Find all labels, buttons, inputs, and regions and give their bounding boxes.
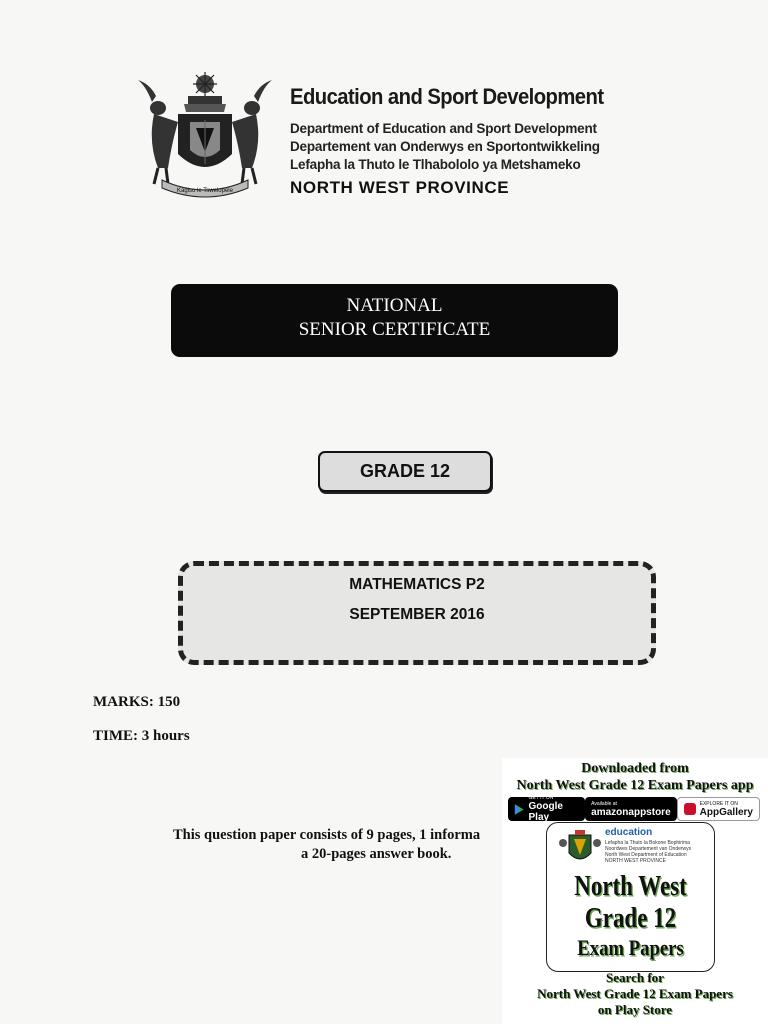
svg-text:Kagiso le Tswelopele: Kagiso le Tswelopele (177, 188, 233, 194)
department-title: Education and Sport Development (290, 84, 604, 109)
exam-session: SEPTEMBER 2016 (349, 606, 485, 623)
marks-total: MARKS: 150 (93, 694, 181, 710)
grade-label: GRADE 12 (318, 451, 492, 492)
department-line-english: Department of Education and Sport Development (290, 121, 597, 136)
search-instructions: Search for North West Grade 12 Exam Papers on Play Store (537, 970, 733, 1017)
google-play-badge[interactable]: GET IT ON Google Play (508, 797, 585, 821)
certificate-banner (171, 284, 618, 357)
card-app-title: North West Grade 12 Exam Papers (574, 871, 687, 960)
promo-app-name: North West Grade 12 Exam Papers app (516, 778, 754, 793)
banner-line-2: SENIOR CERTIFICATE (298, 319, 491, 340)
banner-line-1: NATIONAL (346, 295, 443, 316)
app-logo-card (546, 822, 715, 972)
subject-name: MATHEMATICS P2 (349, 576, 485, 593)
composition-line-2: a 20-pages answer book. (301, 846, 452, 862)
appgallery-badge[interactable]: EXPLORE IT ON AppGallery (677, 797, 760, 821)
huawei-icon (684, 803, 696, 815)
department-header (290, 84, 610, 198)
promo-header (502, 760, 768, 794)
time-allowed: TIME: 3 hours (93, 728, 190, 744)
province-name: NORTH WEST PROVINCE (290, 178, 510, 197)
small-crest-icon (559, 829, 601, 869)
app-promo-overlay[interactable] (502, 758, 768, 1024)
promo-downloaded-from: Downloaded from (581, 761, 689, 776)
subject-box (178, 561, 656, 665)
paper-composition-note (173, 826, 503, 864)
amazon-appstore-badge[interactable]: Available at amazonappstore (585, 797, 676, 821)
composition-line-1: This question paper consists of 9 pages, 1 informa (173, 827, 481, 843)
coat-of-arms-icon (132, 72, 278, 202)
card-education-label: education (605, 827, 653, 838)
department-line-setswana: Lefapha la Thuto le Tlhabololo ya Metshameko (290, 157, 581, 172)
play-store-icon (514, 803, 525, 816)
store-badges (502, 794, 768, 821)
card-department-lines: Lefapha la Thuto la Bokone Bophirima Noordwes Departement van Onderwys North West Department of Education NORTH WEST PROVINCE (605, 840, 692, 864)
department-line-afrikaans: Departement van Onderwys en Sportontwikkeling (290, 139, 600, 154)
